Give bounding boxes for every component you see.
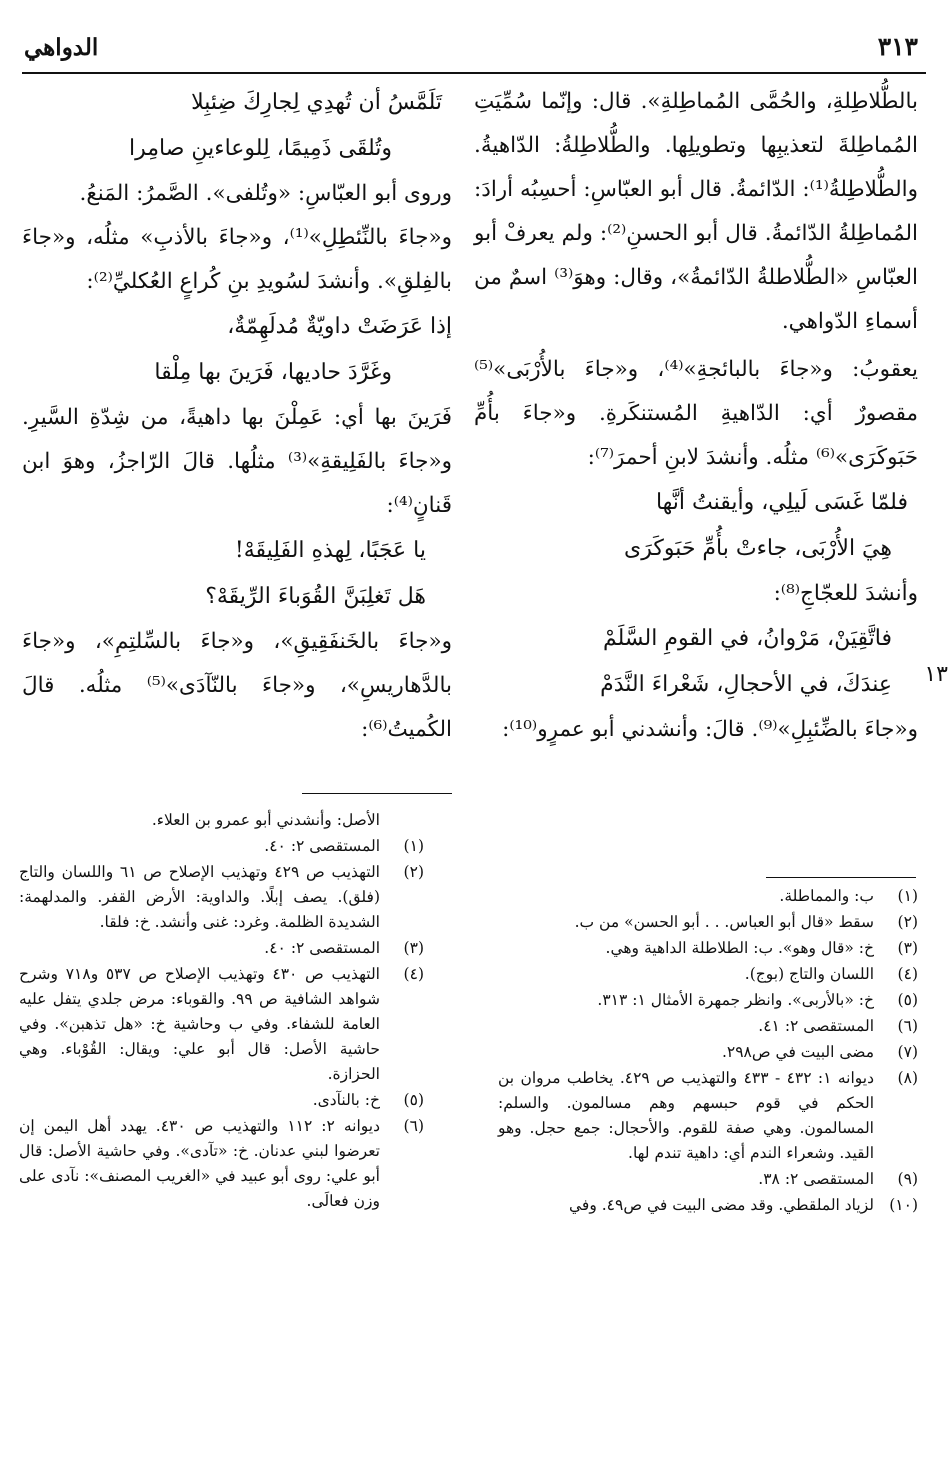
footnote-number: (٤) [897, 965, 918, 983]
footnote-rule [302, 793, 452, 794]
verse-line: عِندَكَ، في الأحجالِ، شَعْراءَ النَّدَمْ [600, 672, 892, 697]
footnote-text: ب: والمماطلة. [779, 887, 874, 905]
footnote [498, 884, 918, 909]
footnote [498, 1014, 918, 1039]
footnote-number: (٣) [897, 939, 918, 957]
footnote [498, 1066, 918, 1166]
paragraph: يعقوبُ: و«جاءَ بالبائجةِ»⁽⁴⁾، و«جاءَ بالأُرْبَى»⁽⁵⁾ مقصورٌ أي: الدّاهيةِ المُستنكَرةِ. و«جاءَ بأُمِّ حَبَوكَرَى»⁽⁶⁾ مثلُه. وأنشدَ لابنِ أحمرَ⁽⁷⁾: [474, 357, 918, 470]
verse-line: فاتَّقِيَنْ، مَرْوانُ، في القومِ السَّلَمْ [603, 626, 892, 651]
footnote-text: اللسان والتاج (بوج). [744, 965, 874, 983]
footnote-text: لزياد الملقطي. وقد مضى البيت في ص٤٩. وفي [569, 1196, 874, 1214]
footnote-number: (٤) [403, 965, 424, 983]
footnote-number: (١٠) [889, 1196, 918, 1214]
footnote-rule [766, 877, 916, 878]
footnote [19, 860, 424, 935]
footnote-number: (٨) [897, 1069, 918, 1087]
verse-line: تَلَمَّسُ أن تُهدِي لِجارِكَ ضِئبِلا [191, 90, 442, 115]
footnote-number: (٦) [403, 1117, 424, 1135]
footnote-text: المستقصى ٢: ٤٠. [264, 939, 380, 957]
page-number: ٣١٣ [877, 32, 918, 61]
footnote-number: (٣) [403, 939, 424, 957]
verse-line: فلمّا غَسَى لَيلِي، وأيقنتُ أنَّها [655, 490, 908, 515]
footnote [19, 834, 424, 859]
footnote [498, 962, 918, 987]
footnotes-left [19, 808, 424, 1215]
footnote [19, 1114, 424, 1214]
footnote-number: (٥) [403, 1091, 424, 1109]
footnote-number: (١) [897, 887, 918, 905]
paragraph: و«جاءَ بالخَنفَقِيقِ»، و«جاءَ بالسِّلتِمِ»، و«جاءَ بالدَّهاريسِ»، و«جاءَ بالنّآدَى»⁽⁵⁾ مثلُه. قالَ الكُميتُ⁽⁶⁾: [22, 629, 452, 742]
footnote-text: خ: «بالأربى». وانظر جمهرة الأمثال ١: ٣١٣. [597, 991, 874, 1009]
footnote [498, 936, 918, 961]
paragraph: فَرَينَ بها أي: عَمِلْنَ بها داهيةً، من شِدّةِ السَّيرِ. و«جاءَ بالفَلِيقةِ»⁽³⁾ مثلُها. قالَ الرّاجزُ، وهوَ ابن قَنانٍ⁽⁴⁾: [22, 405, 452, 518]
footnote-text: المستقصى ٢: ٤٠. [264, 837, 380, 855]
left-column [22, 80, 452, 752]
verse-line: إذا عَرَضَتْ داويّةٌ مُدلَهِمّةٌ، [227, 314, 452, 339]
footnote-number: (٦) [897, 1017, 918, 1035]
header-rule [22, 72, 926, 74]
footnote [498, 1040, 918, 1065]
verse-line: هَل تَغلِبَنَّ القُوَباءَ الرِّيقَهْ؟ [205, 584, 426, 609]
footnote [19, 1088, 424, 1113]
footnote-number: (١) [403, 837, 424, 855]
page-header [22, 28, 926, 74]
paragraph: بالطُّلاطِلةِ، والحُمَّى المُماطِلةِ». قال: وإنّما سُمِّيَتِ المُماطِلةَ لتعذيبِها وتطويلِها. والطُّلاطِلةُ: الدّاهيةُ. والطُّلاطِلةُ⁽¹⁾: الدّائمةُ. قال أبو العبّاسِ: أحسِبُه أرادَ: المُماطِلةُ الدّائمةُ. قال أبو الحسنِ⁽²⁾: ولم يعرفْ أبو العبّاسِ «الطُّلاطلةُ الدّائمةُ»، وقال: وهوَ⁽³⁾ اسمٌ من أسماءِ الدّواهي. [474, 89, 918, 334]
footnote [498, 988, 918, 1013]
running-title: الدواهي [24, 34, 99, 61]
verse-line: هِيَ الأُرْبَى، جاءتْ بأُمِّ حَبَوكَرَى [624, 536, 892, 561]
footnote [498, 1167, 918, 1192]
footnote-number: (٩) [897, 1170, 918, 1188]
footnote-text: ديوانه ١: ٤٣٢ - ٤٣٣ والتهذيب ص ٤٢٩. يخاطب مروان بن الحكم في قوم حبسهم وهم مسالمون. والسلم: المسالمون. وهي صفة للقوم. والأحجال: جمع حجل. وهو القيد. وشعراء الندم أي: داهية تندم لها. [498, 1069, 875, 1162]
paragraph: و«جاءَ بالضِّئبِلِ»⁽⁹⁾. قالَ: وأنشدني أبو عمرٍو⁽¹⁰⁾: [502, 717, 918, 742]
footnote [19, 936, 424, 961]
footnote-text: المستقصى ٢: ٤١. [758, 1017, 874, 1035]
footnote-text: ديوانه ٢: ١١٢ والتهذيب ص ٤٣٠. يهدد أهل اليمن إن تعرضوا لبني عدنان. خ: «تآدى». وفي حاشية الأصل: قال أبو علي: روى أبو عبيد في «الغريب المصنف»: نآدى على وزن فعالَى. [19, 1117, 380, 1210]
footnote-text: التهذيب ص ٤٣٠ وتهذيب الإصلاح ص ٥٣٧ و٧١٨ وشرح شواهد الشافية ص ٩٩. والقوباء: مرض جلدي يتفل عليه العامة للشفاء. وفي ب وحاشية خ: «هل تذهبن». وفي حاشية الأصل: قال أبو علي: ويقال: القُوْباء. وهي الحزازة. [19, 965, 380, 1083]
footnote-number: (٧) [897, 1043, 918, 1061]
paragraph: وأنشدَ للعجّاجِ⁽⁸⁾: [773, 581, 918, 606]
footnote-number: (٢) [403, 863, 424, 881]
footnote-text: خ: «قال وهو». ب: الطلاطلة الداهية وهي. [605, 939, 874, 957]
paragraph: وروى أبو العبّاسِ: «وتُلفى». الصَّمرُ: المَنعُ. [79, 181, 452, 206]
verse-line: وتُلقَى ذَمِيمًا، لِلوعاءينِ صامِرا [128, 136, 392, 161]
footnote-text: التهذيب ص ٤٢٩ وتهذيب الإصلاح ص ٦١ واللسان والتاج (فلق). يصف إبلًا. والداوية: الأرض القفر. والمدلهمة: الشديدة الظلمة. وغرد: غنى وأنشد. خ: فلقا. [19, 863, 380, 931]
footnote [498, 1193, 918, 1218]
footnote [498, 910, 918, 935]
footnotes-right [498, 884, 918, 1219]
footnote-number: (٥) [897, 991, 918, 1009]
footnote-text: المستقصى ٢: ٣٨. [758, 1170, 874, 1188]
margin-mark: ١٣ [924, 662, 948, 687]
footnote-note: الأصل: وأنشدني أبو عمرو بن العلاء. [151, 811, 380, 829]
paragraph: و«جاءَ بالنِّئطِلِ»⁽¹⁾، و«جاءَ بالأذبِ» مثلُه، و«جاءَ بالفِلقِ». وأنشدَ لسُويدِ بنِ كُراعٍ العُكليِّ⁽²⁾: [22, 225, 452, 294]
footnote-number: (٢) [897, 913, 918, 931]
verse-line: وغَرَّدَ حاديها، فَرَينَ بها مِلْقا [154, 360, 392, 385]
right-column [474, 80, 918, 752]
footnote-text: سقط «قال أبو العباس. . . أبو الحسن» من ب. [574, 913, 874, 931]
footnote [19, 962, 424, 1087]
verse-line: يا عَجَبًا، لِهذهِ الفَلِيقَهْ! [234, 538, 426, 563]
footnote-text: مضى البيت في ص٢٩٨. [721, 1043, 874, 1061]
footnote-text: خ: بالنآدى. [312, 1091, 380, 1109]
